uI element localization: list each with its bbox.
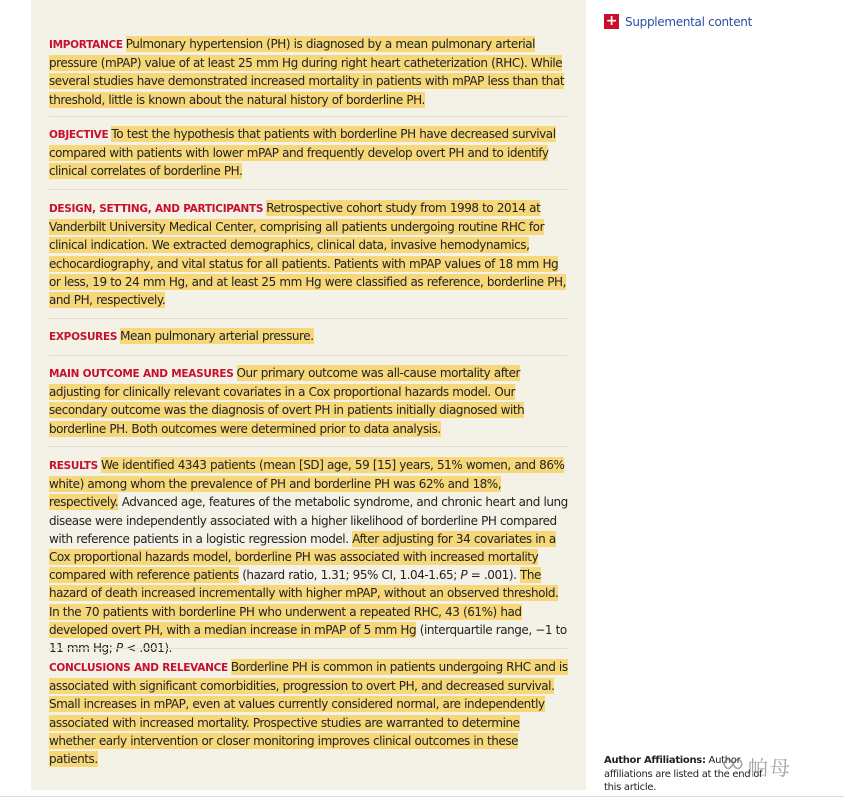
wechat-channel-icon xyxy=(722,756,744,772)
abstract-exposures xyxy=(49,327,569,346)
plus-icon: + xyxy=(605,13,618,29)
abstract-results xyxy=(49,456,569,657)
section-label-objective: OBJECTIVE xyxy=(49,129,109,141)
section-text-importance: Pulmonary hypertension (PH) is diagnosed by a mean pulmonary arterial pressure (mPAP) value of at least 25 mm Hg during right heart catheterization (RHC). While several studies have demonstrated increased mortality in patients with mPAP less than that threshold, little is known about the natural history of borderline PH. xyxy=(49,37,565,107)
section-text-main-outcome: Our primary outcome was all-cause mortality after adjusting for clinically relevant covariates in a Cox proportional hazards model. Our secondary outcome was the diagnosis of overt PH in patients initially diagnosed with borderline PH. Both outcomes were determined prior to data analysis. xyxy=(49,366,525,436)
results-text-hazard-ratio: (hazard ratio, 1.31; 95% CI, 1.04-1.65; xyxy=(238,568,461,583)
author-affiliations-heading: Author Affiliations: xyxy=(604,755,706,766)
section-divider xyxy=(49,446,567,447)
section-divider xyxy=(49,189,567,190)
results-text-p-value-2: < .001). xyxy=(122,641,172,656)
supplemental-content-label: Supplemental content xyxy=(625,14,753,29)
abstract-design xyxy=(49,199,569,309)
section-divider xyxy=(49,355,567,356)
section-label-importance: IMPORTANCE xyxy=(49,39,123,51)
section-text-conclusions: Borderline PH is common in patients undergoing RHC and is associated with significant comorbidities, progression to overt PH, and decreased survival. Small increases in mPAP, even at values currently considered normal, are independently associated with increased mortality. Prospective studies are warranted to determine whether early intervention or closer monitoring improves clinical outcomes in these patients. xyxy=(49,660,568,767)
results-text-associations: Advanced age, features of the metabolic syndrome, and chronic heart and lung disease were independently associated with a higher likelihood of borderline PH compared with reference patients in a logistic regression model. xyxy=(49,495,568,546)
abstract-conclusions xyxy=(49,658,569,768)
supplemental-content-link[interactable] xyxy=(604,14,752,29)
results-p-symbol: P xyxy=(460,568,468,583)
section-text-exposures: Mean pulmonary arterial pressure. xyxy=(120,329,314,343)
results-p-symbol: P xyxy=(115,641,123,656)
section-label-main-outcome: MAIN OUTCOME AND MEASURES xyxy=(49,368,234,380)
section-divider xyxy=(49,318,567,319)
results-text-cox-model: After adjusting for 34 covariates in a Cox proportional hazards model, borderline PH was associated with increased mortality compared with reference patients xyxy=(49,531,556,583)
abstract-objective xyxy=(49,125,569,181)
results-text-p-value: = .001). xyxy=(467,568,521,583)
section-label-results: RESULTS xyxy=(49,460,98,472)
section-divider xyxy=(49,648,567,649)
results-text-prevalence: We identified 4343 patients (mean [SD] age, 59 [15] years, 51% women, and 86% white) among whom the prevalence of PH and borderline PH was 62% and 18%, respectively. xyxy=(49,458,565,510)
section-divider xyxy=(49,116,567,117)
abstract-main-outcome xyxy=(49,364,569,438)
watermark-text: 帕母 xyxy=(748,756,792,780)
section-text-design: Retrospective cohort study from 1998 to 2014 at Vanderbilt University Medical Center, comprising all patients undergoing routine RHC for clinical indication. We extracted demographics, clinical data, invasive hemodynamics, echocardiography, and vital status for all patients. Patients with mPAP values of 18 mm Hg or less, 19 to 24 mm Hg, and at least 25 mm Hg were classified as reference, borderline PH, and PH, respectively. xyxy=(49,201,566,308)
bottom-rule xyxy=(0,796,844,797)
results-text-iqr: (interquartile range, −1 to 11 mm Hg; xyxy=(49,622,567,656)
author-affiliations-text: Author affiliations are listed at the end of this article. xyxy=(604,755,763,793)
abstract-importance xyxy=(49,35,569,109)
section-text-objective: To test the hypothesis that patients with borderline PH have decreased survival compared with patients with lower mPAP and frequently develop overt PH and to identify clinical correlates of borderline PH. xyxy=(49,127,556,179)
section-label-design: DESIGN, SETTING, AND PARTICIPANTS xyxy=(49,203,264,215)
section-label-exposures: EXPOSURES xyxy=(49,331,118,343)
section-label-conclusions: CONCLUSIONS AND RELEVANCE xyxy=(49,662,228,674)
results-text-repeated-rhc: The hazard of death increased incrementally with higher mPAP, without an observed threshold. In the 70 patients with borderline PH who underwent a repeated RHC, 43 (61%) had developed overt PH, with a median increase in mPAP of 5 mm Hg xyxy=(49,568,559,637)
